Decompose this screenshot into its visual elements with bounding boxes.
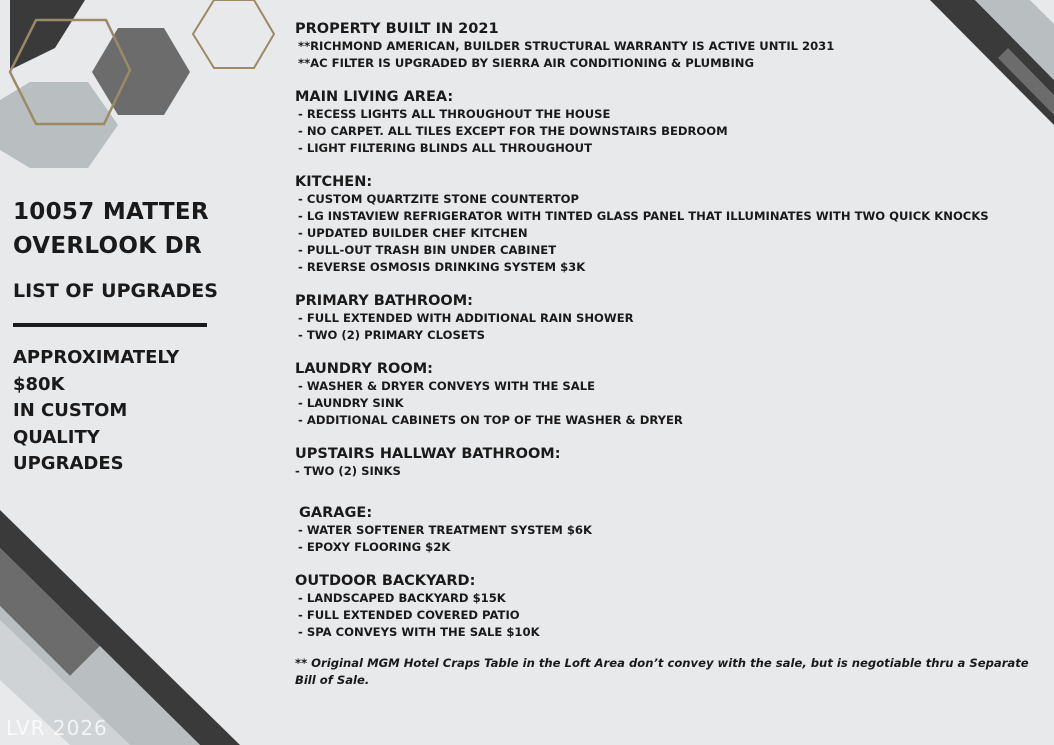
section-main-living-area <box>295 88 1040 157</box>
section-outdoor-backyard <box>295 572 1040 641</box>
section-property-built <box>295 20 1040 72</box>
section-heading: MAIN LIVING AREA: <box>295 89 454 105</box>
section-heading: KITCHEN: <box>295 174 373 190</box>
list-item: - LIGHT FILTERING BLINDS ALL THROUGHOUT <box>298 141 592 155</box>
list-item: - PULL-OUT TRASH BIN UNDER CABINET <box>298 243 557 257</box>
list-item: - FULL EXTENDED COVERED PATIO <box>298 608 520 622</box>
list-item: - CUSTOM QUARTZITE STONE COUNTERTOP <box>298 192 579 206</box>
footnote: ** Original MGM Hotel Craps Table in the Loft Area don’t convey with the sale, but is negotiable thru a Separate Bill of Sale. <box>295 656 1029 687</box>
list-item: - FULL EXTENDED WITH ADDITIONAL RAIN SHOWER <box>298 311 634 325</box>
list-item: - TWO (2) PRIMARY CLOSETS <box>298 328 485 342</box>
section-heading: GARAGE: <box>299 505 373 521</box>
list-item: - LG INSTAVIEW REFRIGERATOR WITH TINTED GLASS PANEL THAT ILLUMINATES WITH TWO QUICK KNOCKS <box>298 209 989 223</box>
section-laundry-room <box>295 360 1040 429</box>
list-item: - WATER SOFTENER TREATMENT SYSTEM $6K <box>298 523 592 537</box>
section-heading: LAUNDRY ROOM: <box>295 361 433 377</box>
list-item: **RICHMOND AMERICAN, BUILDER STRUCTURAL WARRANTY IS ACTIVE UNTIL 2031 <box>298 39 835 53</box>
section-heading: PROPERTY BUILT IN 2021 <box>295 21 499 37</box>
list-item: - TWO (2) SINKS <box>295 464 401 478</box>
watermark: LVR 2026 <box>6 716 108 740</box>
address-line-2: OVERLOOK DR <box>13 233 203 259</box>
listing-summary <box>13 195 243 478</box>
section-upstairs-hallway-bathroom <box>295 445 1040 480</box>
upgrades-list <box>295 20 1040 689</box>
list-item: - RECESS LIGHTS ALL THROUGHOUT THE HOUSE <box>298 107 611 121</box>
address <box>13 195 243 263</box>
section-heading: OUTDOOR BACKYARD: <box>295 573 476 589</box>
blurb-line: IN CUSTOM <box>13 400 128 421</box>
section-garage <box>295 504 1040 556</box>
divider-rule <box>13 323 207 327</box>
upgrades-subtitle: LIST OF UPGRADES <box>13 280 218 302</box>
list-item: - ADDITIONAL CABINETS ON TOP OF THE WASHER & DRYER <box>298 413 683 427</box>
blurb-line: UPGRADES <box>13 453 124 474</box>
blurb-line: $80K <box>13 373 65 395</box>
hexagon-gray <box>92 28 190 115</box>
upgrade-value-blurb <box>13 345 243 478</box>
list-item: - SPA CONVEYS WITH THE SALE $10K <box>298 625 540 639</box>
hexagon-dark <box>10 0 85 70</box>
blurb-line: APPROXIMATELY <box>13 347 180 368</box>
list-item: **AC FILTER IS UPGRADED BY SIERRA AIR CONDITIONING & PLUMBING <box>298 56 754 70</box>
section-heading: PRIMARY BATHROOM: <box>295 293 473 309</box>
list-item: - LAUNDRY SINK <box>298 396 404 410</box>
section-heading: UPSTAIRS HALLWAY BATHROOM: <box>295 446 561 462</box>
list-item: - REVERSE OSMOSIS DRINKING SYSTEM $3K <box>298 260 586 274</box>
hexagon-outline-small <box>193 0 274 68</box>
list-item: - WASHER & DRYER CONVEYS WITH THE SALE <box>298 379 596 393</box>
list-item: - NO CARPET. ALL TILES EXCEPT FOR THE DOWNSTAIRS BEDROOM <box>298 124 728 138</box>
section-primary-bathroom <box>295 292 1040 344</box>
list-item: - LANDSCAPED BACKYARD $15K <box>298 591 506 605</box>
blurb-line: QUALITY <box>13 426 100 448</box>
address-line-1: 10057 MATTER <box>13 199 209 225</box>
list-item: - UPDATED BUILDER CHEF KITCHEN <box>298 226 528 240</box>
section-kitchen <box>295 173 1040 276</box>
list-item: - EPOXY FLOORING $2K <box>298 540 451 554</box>
